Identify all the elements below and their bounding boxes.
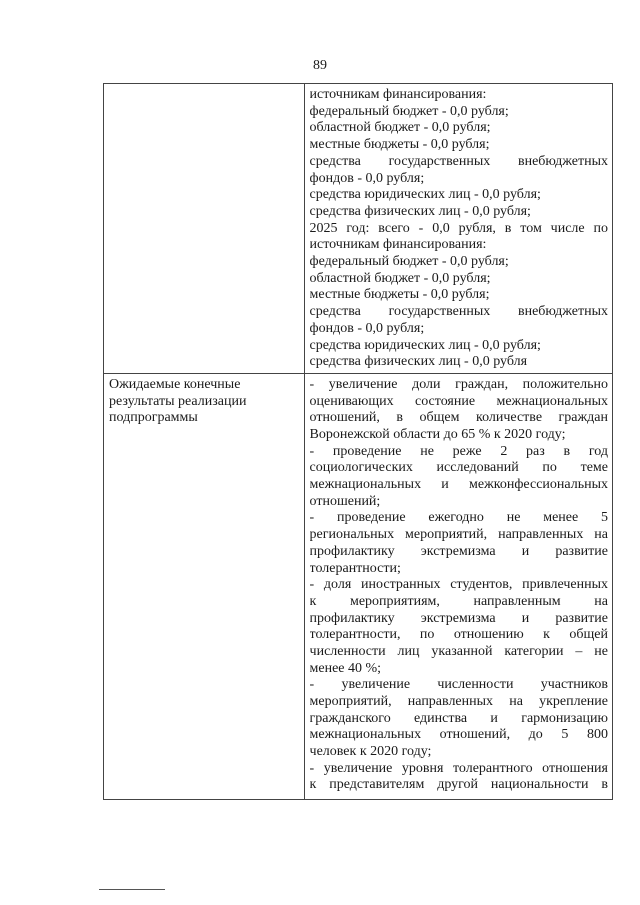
text-line: местные бюджеты - 0,0 рубля; [309,287,490,303]
text-line: региональных мероприятий, направленных на [309,527,608,543]
text-line: профилактику экстремизма и развитие [309,610,608,626]
expected-results-value-cell [304,373,612,799]
text-line: профилактику экстремизма и развитие [309,543,608,559]
row1-label-cell [104,84,305,374]
text-line: областной бюджет - 0,0 рубля; [309,120,491,136]
footer-divider [99,889,165,890]
page-number: 89 [313,58,327,73]
text-line: средства государственных внебюджетных [309,153,608,169]
table-row [104,373,613,799]
program-passport-table [103,83,613,800]
text-line: источникам финансирования: [309,237,487,253]
text-line: средства государственных внебюджетных [309,304,608,320]
text-line: средства юридических лиц - 0,0 рубля; [309,187,541,203]
label-line: результаты реализации [109,393,247,409]
text-line: - увеличение доли граждан, положительно [309,376,608,392]
text-line: фондов - 0,0 рубля; [309,170,425,186]
expected-results-label-cell [104,373,305,799]
text-line: - доля иностранных студентов, привлеченных [309,577,608,593]
text-line: Воронежской области до 65 % к 2020 году; [309,426,566,442]
text-line: - проведение ежегодно не менее 5 [309,510,608,526]
text-line: отношений, в общем количестве граждан [309,410,608,426]
text-line: 2025 год: всего - 0,0 рубля, в том числе по [309,220,608,236]
label-line: Ожидаемые конечные [109,376,241,392]
text-line: менее 40 %; [309,660,382,676]
text-line: к представителям другой национальности в [309,777,608,793]
text-line: межнациональных отношений, до 5 800 [309,727,608,743]
text-line: средства юридических лиц - 0,0 рубля; [309,337,541,353]
text-line: - увеличение численности участников [309,677,608,693]
text-line: федеральный бюджет - 0,0 рубля; [309,103,509,119]
text-line: - увеличение уровня толерантного отношения [309,760,608,776]
text-line: гражданского единства и гармонизацию [309,710,608,726]
row1-value-cell [304,84,612,374]
text-line: толерантности; [309,560,401,576]
text-line: отношений; [309,493,381,509]
text-line: социологических исследований по теме [309,460,608,476]
text-line: межнациональных и межконфессиональных [309,477,608,493]
text-line: федеральный бюджет - 0,0 рубля; [309,254,509,269]
text-line: численности лиц указанной категории – не [309,643,608,659]
text-line: мероприятий, направленных на укрепление [309,694,608,710]
text-line: фондов - 0,0 рубля; [309,320,425,336]
label-line: подпрограммы [109,410,198,426]
text-line: средства физических лиц - 0,0 рубля; [309,203,531,219]
text-line: к мероприятиям, направленным на [309,593,608,609]
text-line: источникам финансирования: [309,87,487,102]
text-line: толерантности, по отношению к общей [309,627,608,643]
text-line: местные бюджеты - 0,0 рубля; [309,137,490,153]
text-line: человек к 2020 году; [309,744,432,760]
text-line: - проведение не реже 2 раз в год [309,443,608,459]
text-line: областной бюджет - 0,0 рубля; [309,270,491,286]
text-line: средства физических лиц - 0,0 рубля [309,354,528,370]
table-row [104,84,613,374]
text-line: оценивающих состояние межнациональных [309,393,608,409]
